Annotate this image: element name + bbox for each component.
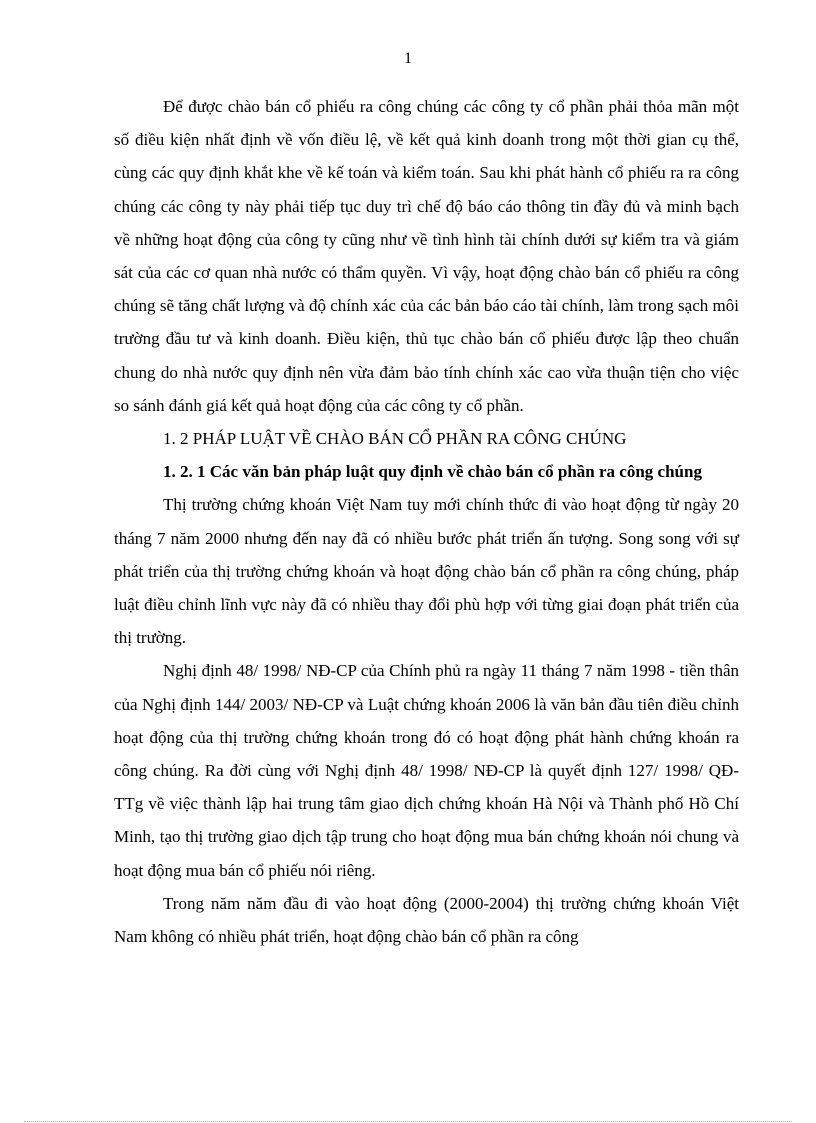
paragraph-market: Thị trường chứng khoán Việt Nam tuy mới chính thức đi vào hoạt động từ ngày 20 tháng 7 năm 2000 nhưng đến nay đã có nhiều bước phát triển ấn tượng. Song song với sự phát triển của thị trường chứng khoán và hoạt động chào bán cổ phần ra công chúng, pháp luật điều chỉnh lĩnh vực này đã có nhiều thay đổi phù hợp với từng giai đoạn phát triển của thị trường. — [114, 495, 739, 648]
paragraph-decree: Nghị định 48/ 1998/ NĐ-CP của Chính phủ ra ngày 11 tháng 7 năm 1998 - tiền thân của Nghị định 144/ 2003/ NĐ-CP và Luật chứng khoán 2006 là văn bản đầu tiên điều chỉnh hoạt động của thị trường chứng khoán trong đó có hoạt động phát hành chứng khoán ra công chúng. Ra đời cùng với Nghị định 48/ 1998/ NĐ-CP là quyết định 127/ 1998/ QĐ-TTg về việc thành lập hai trung tâm giao dịch chứng khoán Hà Nội và Thành phố Hồ Chí Minh, tạo thị trường giao dịch tập trung cho hoạt động mua bán chứng khoán nói chung và hoạt động mua bán cổ phiếu nói riêng. — [114, 661, 739, 880]
page-bottom-rule — [24, 1121, 792, 1122]
paragraph-intro: Để được chào bán cổ phiếu ra công chúng các công ty cổ phần phải thỏa mãn một số điều kiện nhất định về vốn điều lệ, về kết quả kinh doanh trong một thời gian cụ thể, cùng các quy định khắt khe về kế toán và kiểm toán. Sau khi phát hành cổ phiếu ra ra công chúng các công ty này phải tiếp tục duy trì chế độ báo cáo thông tin đầy đủ và minh bạch về những hoạt động của công ty cũng như về tình hình tài chính dưới sự kiểm tra và giám sát của các cơ quan nhà nước có thẩm quyền. Vì vậy, hoạt động chào bán cổ phiếu ra công chúng sẽ tăng chất lượng và độ chính xác của các bản báo cáo tài chính, làm trong sạch môi trường đầu tư và kinh doanh. Điều kiện, thủ tục chào bán cổ phiếu được lập theo chuẩn chung do nhà nước quy định nên vừa đảm bảo tính chính xác cao vừa thuận tiện cho việc so sánh đánh giá kết quả hoạt động của các công ty cổ phần. — [114, 97, 739, 415]
section-heading: 1. 2 PHÁP LUẬT VỀ CHÀO BÁN CỔ PHẦN RA CÔNG CHÚNG — [163, 429, 627, 449]
paragraph-early-years: Trong năm năm đầu đi vào hoạt động (2000-2004) thị trường chứng khoán Việt Nam không có nhiều phát triển, hoạt động chào bán cổ phần ra công — [114, 893, 739, 947]
page-number: 1 — [404, 50, 412, 67]
subsection-heading: 1. 2. 1 Các văn bản pháp luật quy định về chào bán cổ phần ra công chúng — [163, 462, 702, 482]
document-body — [114, 90, 739, 953]
